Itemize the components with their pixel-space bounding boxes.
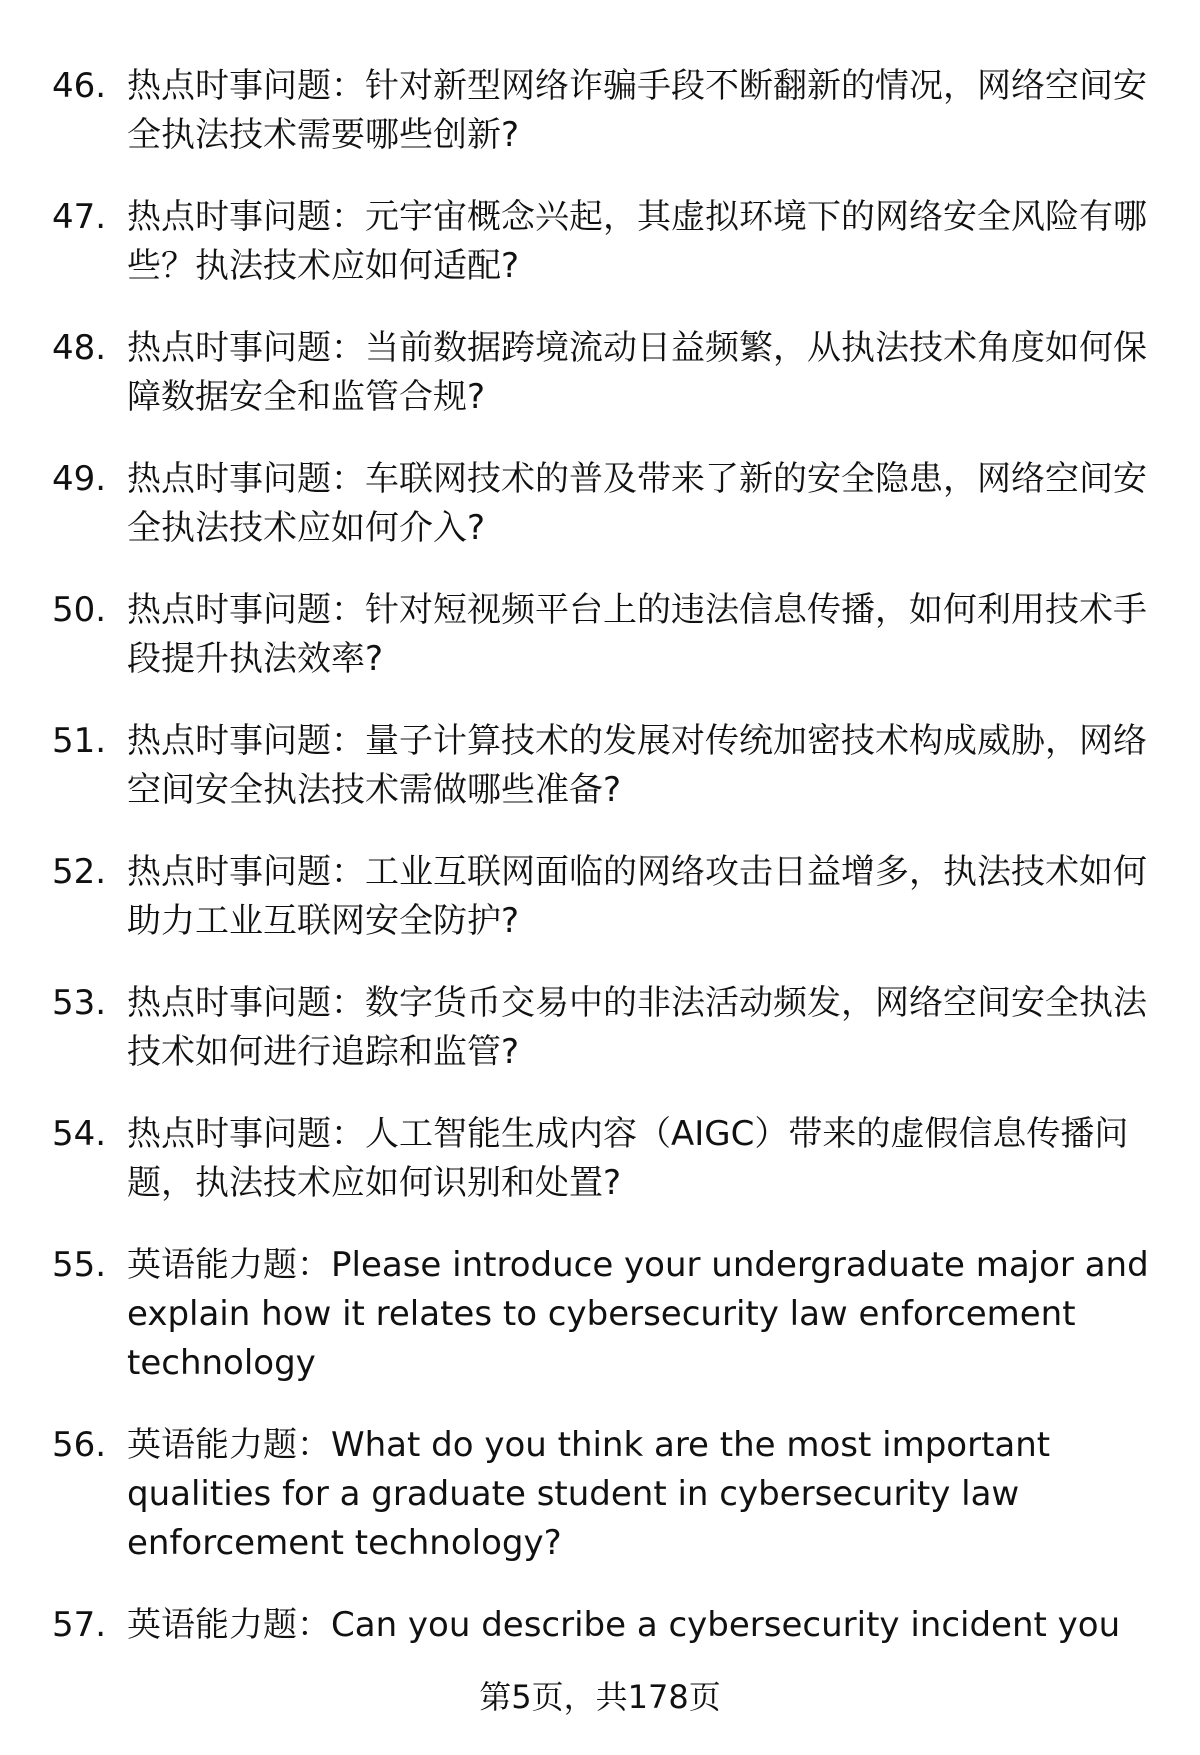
question-item — [0, 717, 1200, 815]
question-item — [0, 62, 1200, 160]
question-number: 49. — [52, 459, 107, 499]
question-number: 56. — [52, 1425, 107, 1465]
question-item — [0, 324, 1200, 422]
question-text: 热点时事问题：针对短视频平台上的违法信息传播，如何利用技术手段提升执法效率? — [127, 590, 1147, 679]
question-number: 53. — [52, 983, 107, 1023]
question-number: 46. — [52, 66, 107, 106]
question-item — [0, 1421, 1200, 1568]
question-number: 51. — [52, 721, 107, 761]
question-number: 52. — [52, 852, 107, 892]
question-number: 54. — [52, 1114, 107, 1154]
question-number: 55. — [52, 1245, 107, 1285]
question-text: 热点时事问题：当前数据跨境流动日益频繁，从执法技术角度如何保障数据安全和监管合规? — [127, 328, 1147, 417]
question-text: 英语能力题：Please introduce your undergraduate major and explain how it relates to cybersecurity law enforcement technology — [127, 1245, 1149, 1383]
question-text: 热点时事问题：数字货币交易中的非法活动频发，网络空间安全执法技术如何进行追踪和监管? — [127, 983, 1147, 1072]
question-text: 热点时事问题：针对新型网络诈骗手段不断翻新的情况，网络空间安全执法技术需要哪些创新? — [127, 66, 1147, 155]
question-item — [0, 1241, 1200, 1388]
question-text: 热点时事问题：工业互联网面临的网络攻击日益增多，执法技术如何助力工业互联网安全防护? — [127, 852, 1147, 941]
question-item — [0, 848, 1200, 946]
question-list — [0, 62, 1200, 1683]
question-number: 48. — [52, 328, 107, 368]
question-text: 英语能力题：What do you think are the most important qualities for a graduate student in cybersecurity law enforcement technology? — [127, 1425, 1051, 1563]
page-number: 第5页，共178页 — [479, 1678, 721, 1716]
question-number: 57. — [52, 1605, 107, 1645]
question-text: 英语能力题：Can you describe a cybersecurity incident you — [127, 1605, 1121, 1645]
question-item — [0, 1601, 1200, 1650]
question-item — [0, 979, 1200, 1077]
question-item — [0, 193, 1200, 291]
question-item — [0, 586, 1200, 684]
question-number: 50. — [52, 590, 107, 630]
question-text: 热点时事问题：量子计算技术的发展对传统加密技术构成威胁，网络空间安全执法技术需做哪些准备? — [127, 721, 1147, 810]
question-item — [0, 455, 1200, 553]
question-text: 热点时事问题：人工智能生成内容（AIGC）带来的虚假信息传播问题，执法技术应如何识别和处置? — [127, 1114, 1129, 1203]
question-text: 热点时事问题：元宇宙概念兴起，其虚拟环境下的网络安全风险有哪些？执法技术应如何适配? — [127, 197, 1147, 286]
question-number: 47. — [52, 197, 107, 237]
question-item — [0, 1110, 1200, 1208]
question-text: 热点时事问题：车联网技术的普及带来了新的安全隐患，网络空间安全执法技术应如何介入? — [127, 459, 1147, 548]
